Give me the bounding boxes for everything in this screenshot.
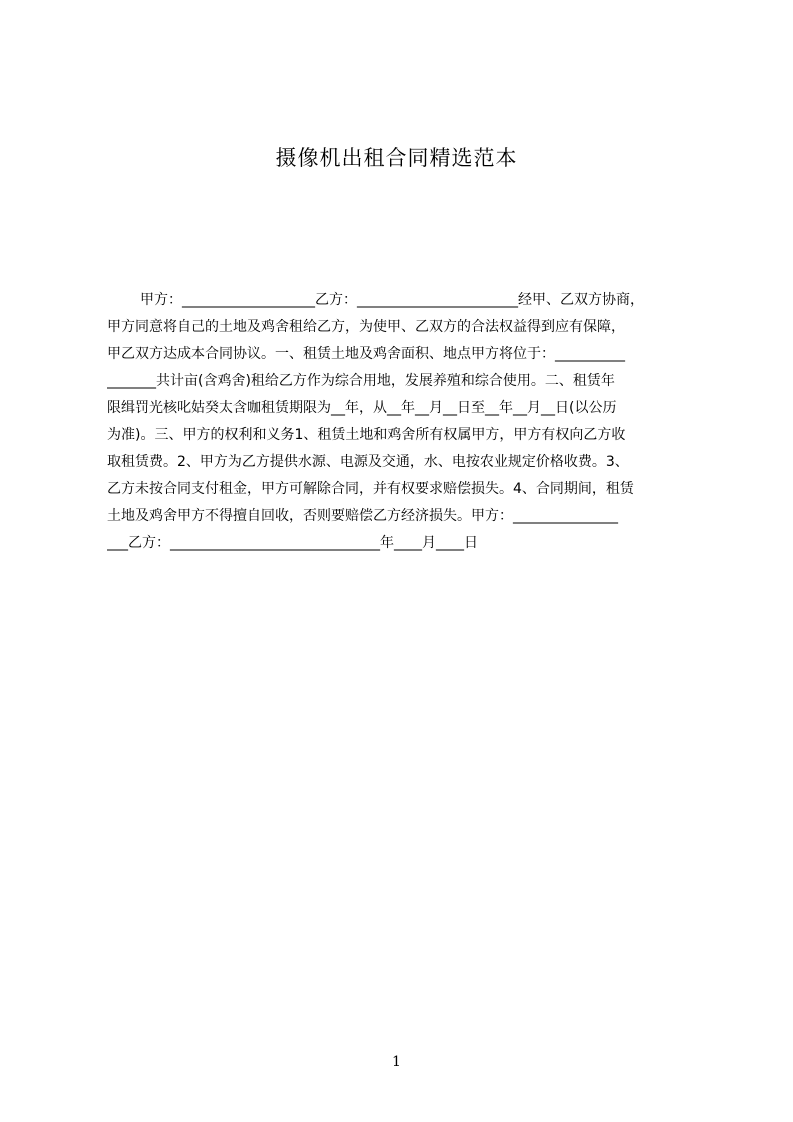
body-line: 土地及鸡舍甲方不得擅自回收，否则要赔偿乙方经济损失。甲方：_______________ (107, 508, 618, 524)
body-line: 限缉罚光核叱姑癸太含咖租赁期限为__年，从__年__月__日至__年__月__日(以公历 (107, 400, 617, 416)
body-line: ___乙方：______________________________年____月____日 (107, 535, 478, 551)
contract-body (107, 287, 717, 557)
body-line: 甲方：___________________乙方：_______________________经甲、乙双方协商， (140, 292, 644, 308)
body-line: 甲方同意将自己的土地及鸡舍租给乙方，为使甲、乙双方的合法权益得到应有保障， (107, 319, 625, 335)
body-line: 乙方未按合同支付租金，甲方可解除合同，并有权要求赔偿损失。4、合同期间，租赁 (107, 481, 634, 497)
document-title: 摄像机出租合同精选范本 (275, 146, 518, 170)
body-line: 甲乙双方达成本合同协议。一、租赁土地及鸡舍面积、地点甲方将位于：__________ (107, 346, 625, 362)
page-number: 1 (392, 1054, 401, 1070)
body-line: 取租赁费。2、甲方为乙方提供水源、电源及交通，水、电按农业规定价格收费。3、 (107, 454, 629, 470)
body-line: _______共计亩(含鸡舍)租给乙方作为综合用地，发展养殖和综合使用。二、租赁年 (107, 373, 615, 389)
body-line: 为准)。三、甲方的权利和义务1、租赁土地和鸡舍所有权属甲方，甲方有权向乙方收 (107, 427, 626, 443)
